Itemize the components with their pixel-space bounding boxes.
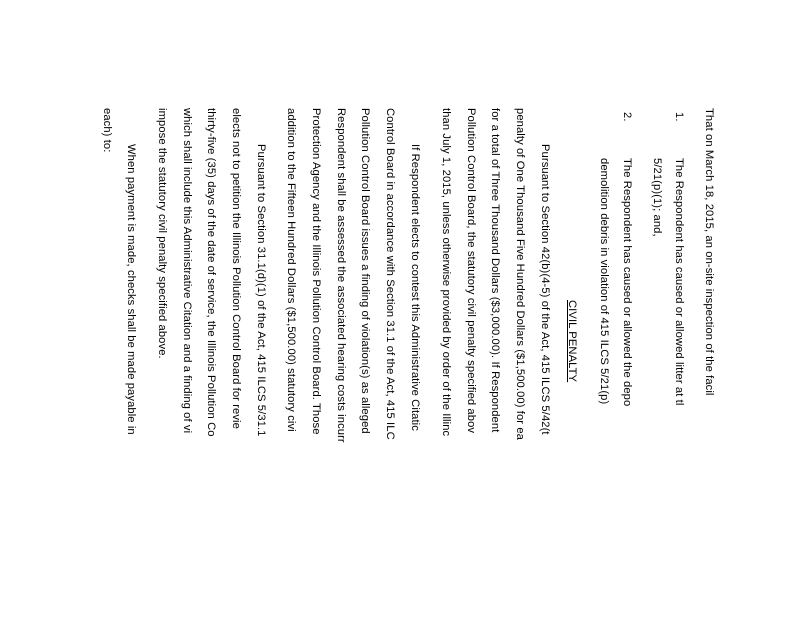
item2-line2: demolition debris in violation of 415 ILCS 5/21(p) xyxy=(598,158,610,405)
para4-line1: When payment is made, checks shall be made payable in xyxy=(125,144,137,435)
para2-line4: Respondent shall be assessed the associated hearing costs incurr xyxy=(335,108,347,443)
para2-line6: addition to the Fifteen Hundred Dollars ($1,500.00) statutory civi xyxy=(285,108,297,432)
para2-line1: If Respondent elects to contest this Administrative Citatic xyxy=(409,144,421,431)
item1-line2: 5/21(p)(1); and, xyxy=(651,158,663,237)
civil-penalty-heading: CIVIL PENALTY xyxy=(566,300,578,383)
para1-line4: Pollution Control Board, the statutory civil penalty specified abov xyxy=(465,108,477,434)
item2-number: 2. xyxy=(621,112,633,122)
item2-line1: The Respondent has caused or allowed the depo xyxy=(621,158,633,407)
para1-line2: penalty of One Thousand Five Hundred Dollars ($1,500.00) for ea xyxy=(514,108,526,440)
para1-line3: for a total of Three Thousand Dollars ($3,000.00). If Respondent xyxy=(489,108,501,433)
para3-line4: which shall include this Administrative Citation and a finding of vi xyxy=(181,108,193,434)
para2-line3: Pollution Control Board issues a finding of violation(s) as alleged xyxy=(359,108,371,434)
item1-line1: The Respondent has caused or allowed litter at tl xyxy=(673,158,685,406)
para1-line1: Pursuant to Section 42(b)(4-5) of the Act, 415 ILCS 5/42(t xyxy=(539,144,551,435)
para3-line2: elects not to petition the Illinois Pollution Control Board for revie xyxy=(230,108,242,429)
opening-line: That on March 18, 2015, an on-site inspection of the facil xyxy=(703,108,715,396)
para3-line1: Pursuant to Section 31.1(d)(1) of the Act, 415 ILCS 5/31.1 xyxy=(255,144,267,437)
para3-line5: impose the statutory civil penalty specified above. xyxy=(156,108,168,359)
para4-line2: each) to: xyxy=(101,108,113,153)
para2-line5: Protection Agency and the Illinois Pollution Control Board. Those xyxy=(310,108,322,435)
rotated-document xyxy=(80,0,720,618)
para2-line2: Control Board in accordance with Section 31.1 of the Act, 415 ILC xyxy=(384,108,396,440)
para1-line5: than July 1, 2015, unless otherwise provided by order of the Illinc xyxy=(440,108,452,437)
document-page xyxy=(80,0,720,618)
item1-number: 1. xyxy=(673,112,685,122)
para3-line3: thirty-five (35) days of the date of service, the Illinois Pollution Co xyxy=(205,108,217,437)
